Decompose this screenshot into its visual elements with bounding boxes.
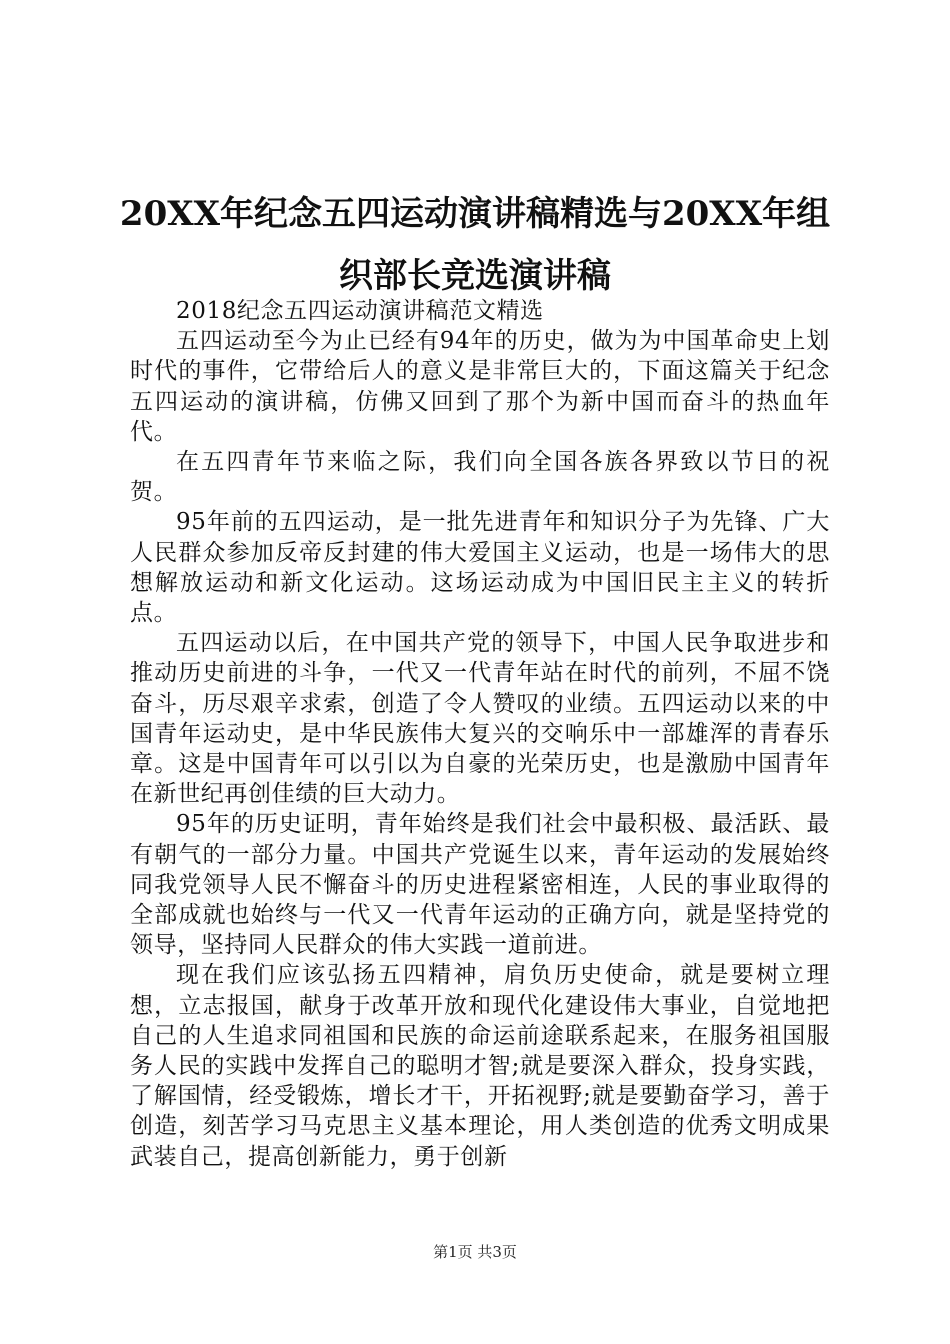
document-body: [130, 296, 830, 1172]
page-number-footer: 第1页 共3页: [433, 1243, 517, 1261]
paragraph: 现在我们应该弘扬五四精神，肩负历史使命，就是要树立理想，立志报国，献身于改革开放和现代化建设伟大事业，自觉地把自己的人生追求同祖国和民族的命运前途联系起来，在服务祖国服务人民的实践中发挥自己的聪明才智;就是要深入群众，投身实践，了解国情，经受锻炼，增长才干，开拓视野;就是要勤奋学习，善于创造，刻苦学习马克思主义基本理论，用人类创造的优秀文明成果武装自己，提高创新能力，勇于创新: [130, 962, 830, 1170]
paragraph: 五四运动至今为止已经有94年的历史，做为为中国革命史上划时代的事件，它带给后人的意义是非常巨大的，下面这篇关于纪念五四运动的演讲稿，仿佛又回到了那个为新中国而奋斗的热血年代。: [130, 328, 830, 445]
paragraph: 五四运动以后，在中国共产党的领导下，中国人民争取进步和推动历史前进的斗争，一代又一代青年站在时代的前列，不屈不饶奋斗，历尽艰辛求索，创造了令人赞叹的业绩。五四运动以来的中国青年运动史，是中华民族伟大复兴的交响乐中一部雄浑的青春乐章。这是中国青年可以引以为自豪的光荣历史，也是激励中国青年在新世纪再创佳绩的巨大动力。: [130, 630, 830, 808]
title-line-1: 20XX年纪念五四运动演讲稿精选与20XX年组: [119, 194, 831, 234]
document-title: [100, 183, 850, 307]
section-heading: 2018纪念五四运动演讲稿范文精选: [176, 298, 544, 324]
title-line-2: 织部长竞选演讲稿: [339, 256, 611, 296]
paragraph: 95年前的五四运动，是一批先进青年和知识分子为先锋、广大人民群众参加反帝反封建的伟大爱国主义运动，也是一场伟大的思想解放运动和新文化运动。这场运动成为中国旧民主主义的转折点。: [130, 509, 830, 627]
paragraph: 95年的历史证明，青年始终是我们社会中最积极、最活跃、最有朝气的一部分力量。中国共产党诞生以来，青年运动的发展始终同我党领导人民不懈奋斗的历史进程紧密相连，人民的事业取得的全部成就也始终与一代又一代青年运动的正确方向，就是坚持党的领导，坚持同人民群众的伟大实践一道前进。: [130, 811, 830, 959]
paragraph: 在五四青年节来临之际，我们向全国各族各界致以节日的祝贺。: [130, 449, 830, 506]
